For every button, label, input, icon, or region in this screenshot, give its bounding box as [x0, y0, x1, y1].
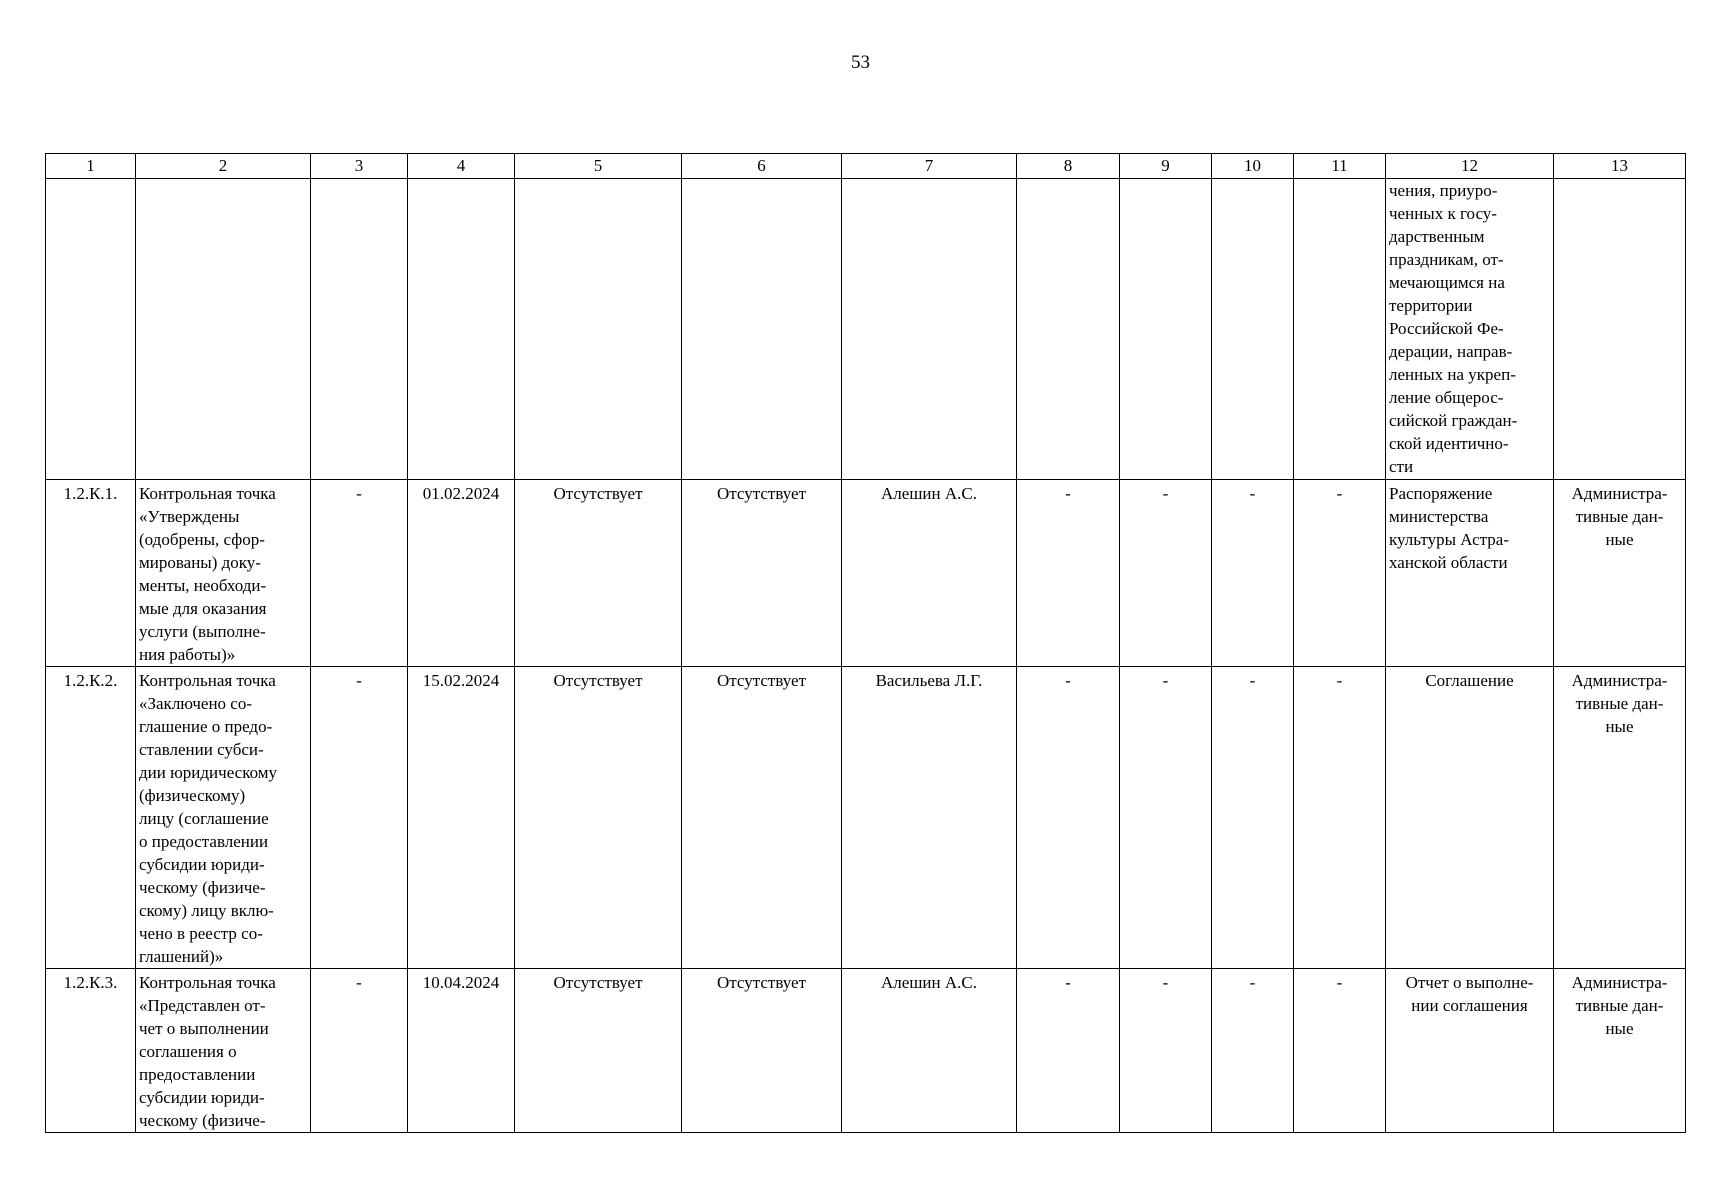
cell-date	[408, 179, 515, 480]
column-header: 3	[311, 154, 408, 179]
cell	[515, 179, 682, 480]
cell: Отсутствует	[515, 667, 682, 969]
cell-number: 1.2.К.3.	[46, 969, 136, 1133]
cell-document: Распоряжение министерства культуры Астра- ханской области	[1386, 480, 1554, 667]
cell	[682, 179, 842, 480]
cell-responsible: Васильева Л.Г.	[842, 667, 1017, 969]
cell-responsible: Алешин А.С.	[842, 969, 1017, 1133]
table-row	[46, 179, 1686, 480]
cell: -	[1212, 969, 1294, 1133]
cell: -	[1017, 667, 1120, 969]
cell	[1017, 179, 1120, 480]
cell: -	[1294, 480, 1386, 667]
column-header: 7	[842, 154, 1017, 179]
cell-date: 10.04.2024	[408, 969, 515, 1133]
cell: -	[311, 667, 408, 969]
cell	[1294, 179, 1386, 480]
cell-date: 01.02.2024	[408, 480, 515, 667]
column-header: 10	[1212, 154, 1294, 179]
page-number: 53	[851, 52, 870, 73]
cell: Отсутствует	[515, 480, 682, 667]
header-row	[46, 154, 1686, 179]
cell: Отсутствует	[515, 969, 682, 1133]
column-header: 1	[46, 154, 136, 179]
cell-name	[136, 179, 311, 480]
cell: Отсутствует	[682, 667, 842, 969]
cell-number	[46, 179, 136, 480]
column-header: 8	[1017, 154, 1120, 179]
cell-responsible: Алешин А.С.	[842, 480, 1017, 667]
column-header: 13	[1554, 154, 1686, 179]
cell-source	[1554, 179, 1686, 480]
column-header: 6	[682, 154, 842, 179]
column-header: 9	[1120, 154, 1212, 179]
cell: Отсутствует	[682, 969, 842, 1133]
cell: Отсутствует	[682, 480, 842, 667]
cell	[311, 179, 408, 480]
table-row	[46, 667, 1686, 969]
cell: -	[1212, 667, 1294, 969]
cell-document: чения, приуро- ченных к госу- дарственным праздникам, от- мечающимся на территории Российской Фе- дерации, направ- ленных на укреп- ление общерос- сийской граждан- ской идентично- сти	[1386, 179, 1554, 480]
column-header: 11	[1294, 154, 1386, 179]
cell: -	[1120, 667, 1212, 969]
cell: -	[1120, 969, 1212, 1133]
cell: -	[1017, 480, 1120, 667]
cell: -	[1294, 969, 1386, 1133]
cell-name: Контрольная точка «Представлен от- чет о выполнении соглашения о предоставлении субсидии юриди- ческому (физиче-	[136, 969, 311, 1133]
cell: -	[1212, 480, 1294, 667]
cell-document: Отчет о выполне- нии соглашения	[1386, 969, 1554, 1133]
data-table	[45, 153, 1686, 1133]
cell: -	[311, 969, 408, 1133]
cell: -	[1294, 667, 1386, 969]
cell-responsible	[842, 179, 1017, 480]
cell	[1212, 179, 1294, 480]
column-header: 2	[136, 154, 311, 179]
table-row	[46, 969, 1686, 1133]
cell-source: Администра- тивные дан- ные	[1554, 969, 1686, 1133]
cell: -	[311, 480, 408, 667]
cell-number: 1.2.К.2.	[46, 667, 136, 969]
column-header: 12	[1386, 154, 1554, 179]
column-header: 4	[408, 154, 515, 179]
cell	[1120, 179, 1212, 480]
cell-source: Администра- тивные дан- ные	[1554, 480, 1686, 667]
cell-name: Контрольная точка «Заключено со- глашение о предо- ставлении субси- дии юридическому (физическому) лицу (соглашение о предоставлении субсидии юриди- ческому (физиче- скому) лицу вклю- чено в реестр со- глашений)»	[136, 667, 311, 969]
cell: -	[1017, 969, 1120, 1133]
cell: -	[1120, 480, 1212, 667]
cell-name: Контрольная точка «Утверждены (одобрены, сфор- мированы) доку- менты, необходи- мые для оказания услуги (выполне- ния работы)»	[136, 480, 311, 667]
cell-number: 1.2.К.1.	[46, 480, 136, 667]
table-row	[46, 480, 1686, 667]
cell-source: Администра- тивные дан- ные	[1554, 667, 1686, 969]
column-header: 5	[515, 154, 682, 179]
cell-document: Соглашение	[1386, 667, 1554, 969]
cell-date: 15.02.2024	[408, 667, 515, 969]
